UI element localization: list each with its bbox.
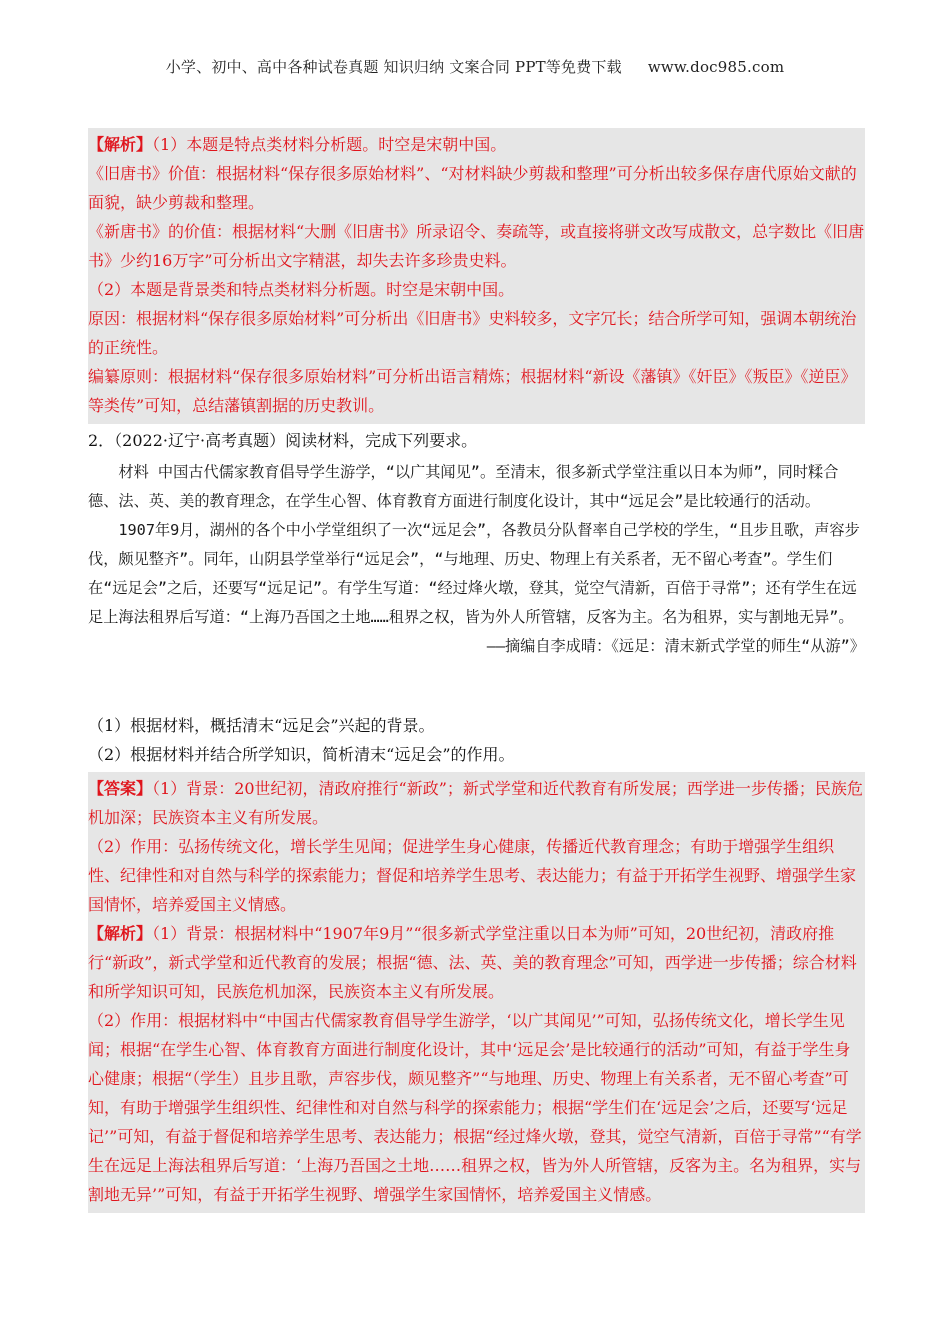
page-header bbox=[0, 56, 950, 77]
analysis-tag: 【解析】 bbox=[88, 924, 153, 943]
sub-question-1: （1）根据材料，概括清末“远足会”兴起的背景。 bbox=[88, 716, 435, 735]
sub-questions bbox=[88, 711, 865, 769]
analysis-line: 【解析】（1）背景：根据材料中“1907年9月”“很多新式学堂注重以日本为师”可知，20世纪初，清政府推行“新政”，新式学堂和近代教育的发展；根据“德、法、英、美的教育理念”可知，西学进一步传播；综合材料和所学知识可知，民族危机加深，民族资本主义有所发展。 bbox=[88, 924, 857, 1001]
header-site[interactable]: www.doc985.com bbox=[647, 58, 785, 76]
answer-line: 【答案】（1）背景：20世纪初，清政府推行“新政”；新式学堂和近代教育有所发展；西学进一步传播；民族危机加深；民族资本主义有所发展。 bbox=[88, 779, 863, 827]
analysis-line: 【解析】（1）本题是特点类材料分析题。时空是宋朝中国。 bbox=[88, 135, 507, 154]
analysis-line: 原因：根据材料“保存很多原始材料”可分析出《旧唐书》史料较多，文字冗长；结合所学可知，强调本朝统治的正统性。 bbox=[88, 309, 857, 357]
sub-question-2: （2）根据材料并结合所学知识，简析清末“远足会”的作用。 bbox=[88, 745, 515, 764]
analysis-line: （2）作用：根据材料中“中国古代儒家教育倡导学生游学，‘以广其闻见’”可知，弘扬传统文化，增长学生见闻；根据“在学生心智、体育教育方面进行制度化设计，其中‘远足会’是比较通行的活动”可知，有益于学生身心健康；根据“（学生）且步且歌，声容步伐，颇见整齐”“与地理、历史、物理上有关系者，无不留心考查”可知，有助于增强学生组织性、纪律性和对自然与科学的探索能力；根据“学生们在‘远足会’之后，还要写‘远足记’”可知，有益于督促和培养学生思考、表达能力；根据“经过烽火墩，登其，觉空气清新，百倍于寻常”“有学生在远足上海法租界后写道：‘上海乃吾国之土地……租界之权，皆为外人所管辖，反客为主。名为租界，实与割地无异’”可知，有益于开拓学生视野、增强学生家国情怀，培养爱国主义情感。 bbox=[88, 1011, 862, 1204]
analysis-tag: 【解析】 bbox=[88, 135, 153, 154]
answer-block-q2 bbox=[88, 772, 865, 1213]
material-paragraph: 材料 中国古代儒家教育倡导学生游学，“以广其闻见”。至清末，很多新式学堂注重以日本为师”，同时糅合德、法、英、美的教育理念，在学生心智、体育教育方面进行制度化设计，其中“远足会”是比较通行的活动。 bbox=[88, 463, 839, 510]
material-paragraph: 1907年9月，湖州的各个中小学堂组织了一次“远足会”，各教员分队督率自己学校的学生，“且步且歌，声容步伐，颇见整齐”。同年，山阴县学堂举行“远足会”，“与地理、历史、物理上有关系者，无不留心考查”。学生们在“远足会”之后，还要写“远足记”。有学生写道：“经过烽火墩，登其，觉空气清新，百倍于寻常”；还有学生在远足上海法租界后写道：“上海乃吾国之土地……租界之权，皆为外人所管辖，反客为主。名为租界，实与割地无异”。 bbox=[88, 521, 860, 626]
analysis-block-q1 bbox=[88, 128, 865, 424]
question-2-title: 2．（2022·辽宁·高考真题）阅读材料，完成下列要求。 bbox=[88, 431, 478, 450]
analysis-line: 编纂原则：根据材料“保存很多原始材料”可分析出语言精炼；根据材料“新设《藩镇》《奸臣》《叛臣》《逆臣》等类传”可知，总结藩镇割据的历史教训。 bbox=[88, 367, 857, 415]
analysis-line: 《旧唐书》价值：根据材料“保存很多原始材料”、“对材料缺少剪裁和整理”可分析出较多保存唐代原始文献的面貌，缺少剪裁和整理。 bbox=[88, 164, 857, 212]
material-source: ——摘编自李成晴：《远足：清末新式学堂的师生“从游”》 bbox=[486, 637, 865, 655]
analysis-line: 《新唐书》的价值：根据材料“大删《旧唐书》所录诏令、奏疏等，或直接将骈文改写成散文，总字数比《旧唐书》少约16万字”可分析出文字精湛，却失去许多珍贵史料。 bbox=[88, 222, 865, 270]
material-text bbox=[88, 458, 865, 661]
header-text: 小学、初中、高中各种试卷真题 知识归纳 文案合同 PPT等免费下载 bbox=[165, 58, 622, 76]
analysis-line: （2）本题是背景类和特点类材料分析题。时空是宋朝中国。 bbox=[88, 280, 515, 299]
answer-line: （2）作用：弘扬传统文化，增长学生见闻；促进学生身心健康，传播近代教育理念；有助于增强学生组织性、纪律性和对自然与科学的探索能力；督促和培养学生思考、表达能力；有益于开拓学生视野、增强学生家国情怀，培养爱国主义情感。 bbox=[88, 837, 857, 914]
answer-tag: 【答案】 bbox=[88, 779, 153, 798]
